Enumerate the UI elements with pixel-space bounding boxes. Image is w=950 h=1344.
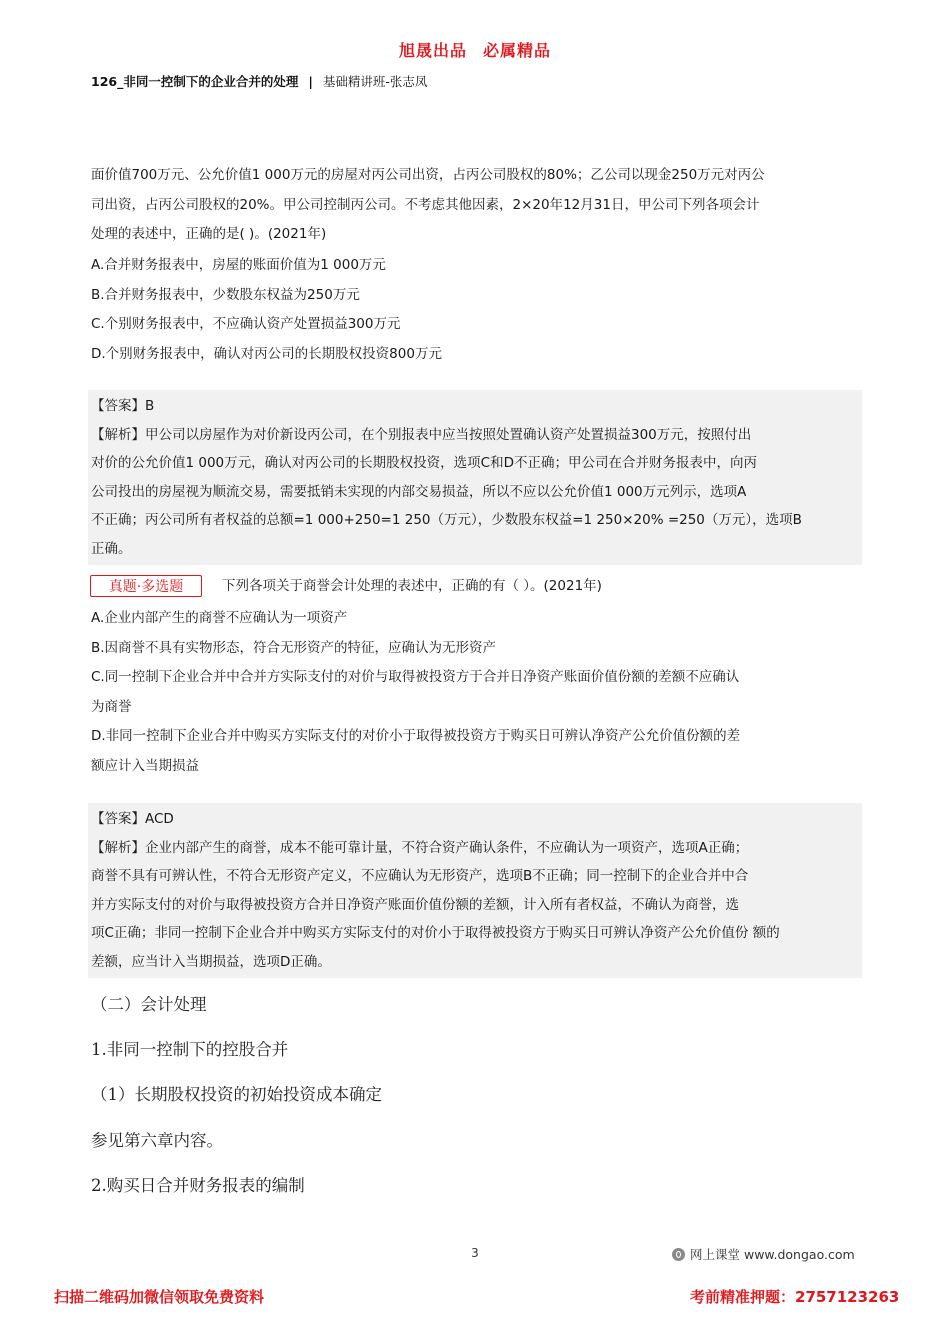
question-type-tag: 真题·多选题: [90, 575, 202, 597]
answer-label: 【答案】ACD: [91, 811, 174, 827]
option-c: C.同一控制下企业合并中合并方实际支付的对价与取得被投资方于合并日净资产账面价值份额的差额不应确认: [91, 669, 740, 685]
option-d: D.非同一控制下企业合并中购买方实际支付的对价小于取得被投资方于购买日可辨认净资产公允价值份额的差: [91, 728, 741, 744]
footer-promo-right: 考前精准押题：2757123263: [690, 1288, 900, 1306]
analysis-line: 差额，应当计入当期损益，选项D正确。: [91, 953, 331, 970]
option-a: A.合并财务报表中，房屋的账面价值为1 000万元: [91, 257, 386, 273]
analysis-line: 并方实际支付的对价与取得被投资方合并日净资产账面价值份额的差额，计入所有者权益，不确认为商誉，选: [91, 896, 739, 913]
stem-line: 司出资，占丙公司股权的20%。甲公司控制丙公司。不考虑其他因素，2×20年12月31日，甲公司下列各项会计: [91, 196, 760, 213]
stem-line: 面价值700万元、公允价值1 000万元的房屋对丙公司出资，占丙公司股权的80%；乙公司以现金250万元对丙公: [91, 167, 765, 183]
option-b: B.因商誉不具有实物形态，符合无形资产的特征，应确认为无形资产: [91, 639, 497, 656]
header-title: 126_非同一控制下的企业合并的处理: [91, 74, 299, 89]
analysis-line: 商誉不具有可辨认性，不符合无形资产定义，不应确认为无形资产，选项B不正确；同一控制下的企业合并中合: [91, 868, 749, 884]
section-heading: 2.购买日合并财务报表的编制: [91, 1176, 305, 1195]
page-header: [91, 72, 427, 90]
answer-label: 【答案】B: [91, 398, 155, 414]
dongao-logo-icon: [672, 1248, 685, 1261]
option-a: A.企业内部产生的商誉不应确认为一项资产: [91, 610, 348, 626]
option-d: D.个别财务报表中，确认对丙公司的长期股权投资800万元: [91, 345, 442, 362]
brand-mark: [672, 1245, 855, 1263]
analysis-line: 不正确；丙公司所有者权益的总额=1 000+250=1 250（万元），少数股东权益=1 250×20% =250（万元），选项B: [91, 512, 802, 528]
analysis-line: 项C正确；非同一控制下企业合并中购买方实际支付的对价小于取得被投资方于购买日可辨认净资产公允价值份 额的: [91, 925, 780, 941]
section-heading: （二）会计处理: [91, 995, 207, 1014]
option-c-cont: 为商誉: [91, 698, 132, 715]
section-text: 参见第六章内容。: [91, 1131, 223, 1150]
stem-line: 处理的表述中，正确的是( )。(2021年): [91, 226, 327, 242]
analysis-line: 【解析】甲公司以房屋作为对价新设丙公司，在个别报表中应当按照处置确认资产处置损益300万元，按照付出: [91, 426, 752, 443]
question1-options: [91, 251, 861, 369]
header-separator: |: [308, 74, 313, 89]
section-heading: （1）长期股权投资的初始投资成本确定: [91, 1085, 382, 1104]
header-subtitle: 基础精讲班-张志凤: [322, 74, 428, 89]
analysis-line: 公司投出的房屋视为顺流交易，需要抵销未实现的内部交易损益，所以不应以公允价值1 000万元列示，选项A: [91, 483, 747, 500]
page-number: 3: [471, 1246, 479, 1260]
question1-stem: [91, 161, 861, 250]
brand-text: 网上课堂 www.dongao.com: [690, 1247, 855, 1262]
option-c: C.个别财务报表中，不应确认资产处置损益300万元: [91, 316, 401, 332]
question2-stem: 下列各项关于商誉会计处理的表述中，正确的有（ ）。(2021年): [222, 578, 602, 594]
section-heading: 1.非同一控制下的控股合并: [91, 1040, 289, 1059]
option-d-cont: 额应计入当期损益: [91, 757, 199, 774]
analysis-line: 对价的公允价值1 000万元，确认对丙公司的长期股权投资，选项C和D不正确；甲公司在合并财务报表中，向丙: [91, 455, 757, 471]
footer-promo-left: 扫描二维码加微信领取免费资料: [54, 1288, 265, 1306]
option-b: B.合并财务报表中，少数股东权益为250万元: [91, 286, 360, 303]
banner-right: 必属精品: [483, 41, 552, 60]
question1-answer-box: [88, 390, 862, 565]
banner-left: 旭晟出品: [398, 41, 467, 60]
analysis-line: 正确。: [91, 540, 132, 557]
question2-options: [91, 604, 861, 781]
analysis-line: 【解析】企业内部产生的商誉，成本不能可靠计量，不符合资产确认条件，不应确认为一项资产，选项A正确；: [91, 839, 749, 856]
top-banner: [0, 38, 950, 61]
question2-answer-box: [88, 803, 862, 978]
